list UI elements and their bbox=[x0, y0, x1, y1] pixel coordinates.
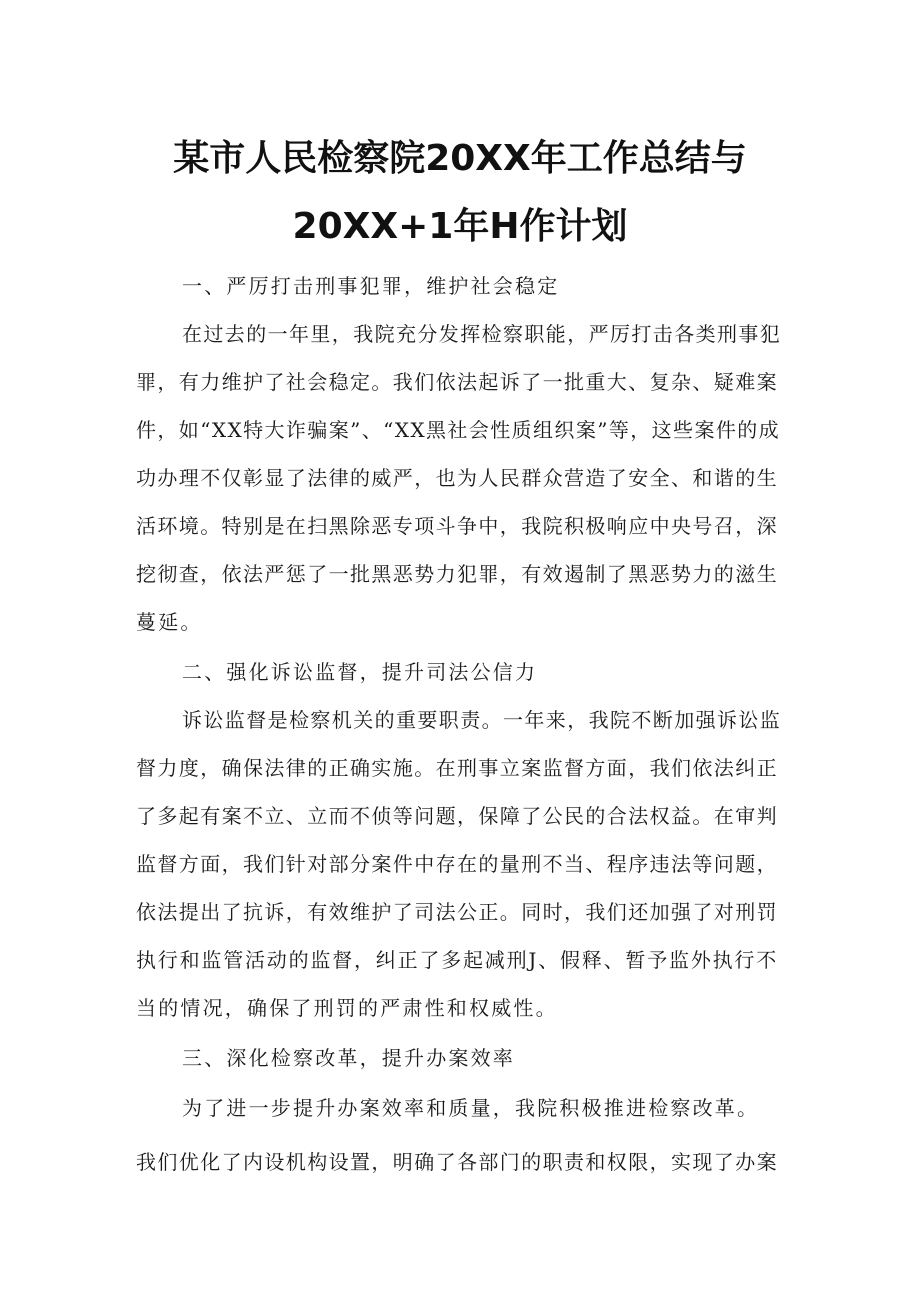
paragraph-line: 当的情况，确保了刑罚的严肃性和权威性。 bbox=[136, 996, 558, 1020]
paragraph-line: 执行和监管活动的监督，纠正了多起减刑J、假释、暂予监外执行不 bbox=[136, 948, 779, 972]
paragraph-line: 在过去的一年里，我院充分发挥检察职能，严厉打击各类刑事犯 bbox=[182, 322, 782, 346]
paragraph-line: 依法提出了抗诉，有效维护了司法公正。同时，我们还加强了对刑罚 bbox=[136, 900, 778, 924]
paragraph-line: 了多起有案不立、立而不侦等问题，保障了公民的合法权益。在审判 bbox=[136, 804, 778, 828]
document-title-line-2: 20XX+1年H作计划 bbox=[292, 206, 628, 247]
section-heading-2: 二、强化诉讼监督，提升司法公信力 bbox=[182, 660, 538, 684]
document-title-line-1: 某市人民检察院20XX年工作总结与 bbox=[173, 138, 747, 179]
paragraph-line: 诉讼监督是检察机关的重要职责。一年来，我院不断加强诉讼监 bbox=[182, 708, 782, 732]
paragraph-line: 件，如“XX特大诈骗案”、“XX黑社会性质组织案”等，这些案件的成 bbox=[136, 418, 781, 442]
paragraph-line: 蔓延。 bbox=[136, 610, 203, 634]
paragraph-line: 监督方面，我们针对部分案件中存在的量刑不当、程序违法等问题， bbox=[136, 852, 778, 876]
paragraph-line: 罪，有力维护了社会稳定。我们依法起诉了一批重大、复杂、疑难案 bbox=[136, 370, 778, 394]
paragraph-line: 活环境。特别是在扫黑除恶专项斗争中，我院积极响应中央号召，深 bbox=[136, 514, 778, 538]
paragraph-line: 我们优化了内设机构设置，明确了各部门的职责和权限，实现了办案 bbox=[136, 1150, 778, 1174]
paragraph-line: 督力度，确保法律的正确实施。在刑事立案监督方面，我们依法纠正 bbox=[136, 756, 778, 780]
paragraph-line: 为了进一步提升办案效率和质量，我院积极推进检察改革。 bbox=[182, 1096, 760, 1120]
paragraph-line: 功办理不仅彰显了法律的威严，也为人民群众营造了安全、和谐的生 bbox=[136, 466, 778, 490]
section-heading-3: 三、深化检察改革，提升办案效率 bbox=[182, 1046, 515, 1070]
paragraph-line: 挖彻查，依法严惩了一批黑恶势力犯罪，有效遏制了黑恶势力的滋生 bbox=[136, 562, 778, 586]
section-heading-1: 一、严厉打击刑事犯罪，维护社会稳定 bbox=[182, 274, 560, 298]
